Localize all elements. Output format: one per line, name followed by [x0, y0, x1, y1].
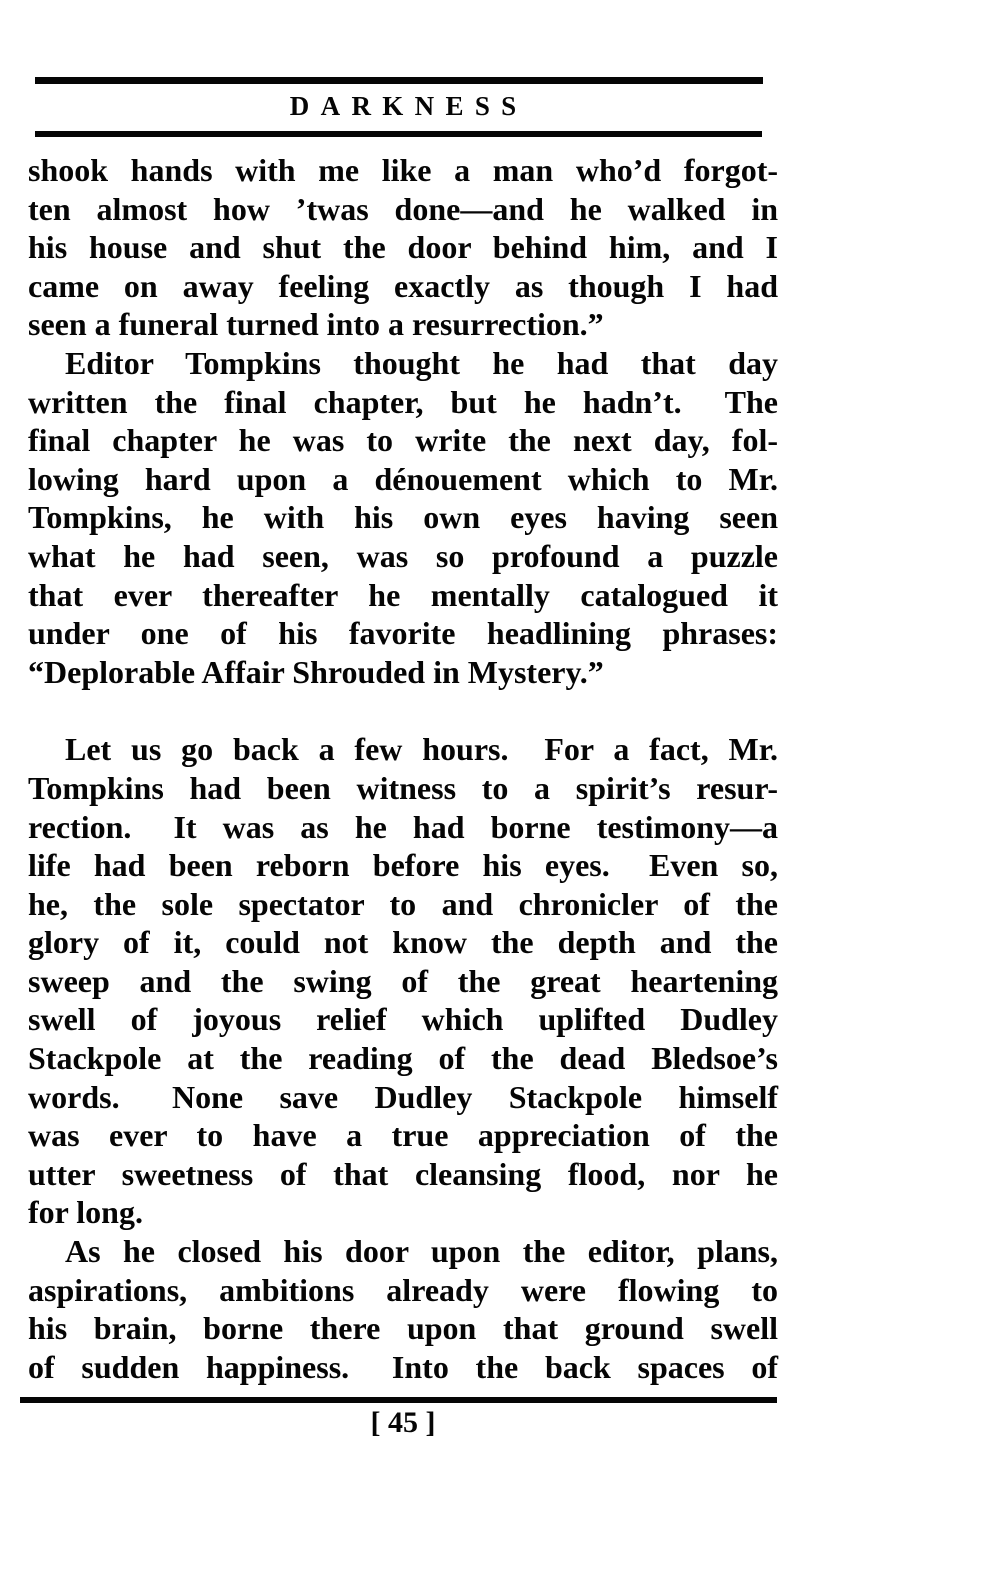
text-line: “Deplorable Affair Shrouded in Mystery.”: [28, 653, 604, 690]
text-line: ten almost how ’twas done—and he walked in: [28, 190, 778, 227]
page-number: [ 45 ]: [370, 1406, 436, 1439]
text-line: Stackpole at the reading of the dead Bledsoe’s: [28, 1040, 778, 1077]
text-line: Tompkins, he with his own eyes having seen: [28, 499, 778, 536]
text-line: aspirations, ambitions already were flowing to: [28, 1271, 778, 1308]
text-line: shook hands with me like a man who’d forgot-: [28, 152, 778, 188]
text-line: lowing hard upon a dénouement which to Mr.: [28, 460, 778, 497]
text-line: final chapter he was to write the next day, fol-: [28, 422, 778, 459]
footer-rule: [20, 1397, 777, 1403]
text-line: came on away feeling exactly as though I had: [28, 267, 778, 304]
text-line: what he had seen, was so profound a puzzle: [28, 537, 778, 574]
text-line: for long.: [28, 1194, 143, 1231]
running-head: DARKNESS: [289, 91, 528, 121]
text-line: his house and shut the door behind him, and I: [28, 229, 778, 266]
page-body: [28, 151, 778, 1386]
text-line: rection. It was as he had borne testimony—a: [28, 808, 778, 845]
header-rule-top: [35, 77, 763, 84]
text-line: life had been reborn before his eyes. Even so,: [28, 847, 778, 884]
text-line: his brain, borne there upon that ground swell: [28, 1310, 778, 1347]
text-line: sweep and the swing of the great heartening: [28, 962, 778, 999]
text-line: As he closed his door upon the editor, plans,: [65, 1233, 778, 1270]
text-line: under one of his favorite headlining phrases:: [28, 615, 778, 652]
text-line: of sudden happiness. Into the back spaces of: [28, 1348, 778, 1385]
header-rule-bottom: [35, 131, 762, 137]
text-line: swell of joyous relief which uplifted Dudley: [28, 1001, 778, 1038]
text-line: he, the sole spectator to and chronicler of the: [28, 885, 778, 922]
text-line: glory of it, could not know the depth and the: [28, 924, 778, 961]
text-line: words. None save Dudley Stackpole himself: [28, 1078, 778, 1115]
text-line: Tompkins had been witness to a spirit’s resur-: [28, 769, 778, 806]
text-line: utter sweetness of that cleansing flood, nor he: [28, 1155, 778, 1192]
text-line: was ever to have a true appreciation of the: [28, 1117, 778, 1154]
text-line: Let us go back a few hours. For a fact, Mr.: [65, 731, 778, 768]
text-line: seen a funeral turned into a resurrection.”: [28, 306, 604, 343]
text-line: written the final chapter, but he hadn’t. The: [28, 383, 778, 420]
text-line: Editor Tompkins thought he had that day: [65, 344, 778, 381]
text-line: that ever thereafter he mentally catalogued it: [28, 576, 778, 613]
